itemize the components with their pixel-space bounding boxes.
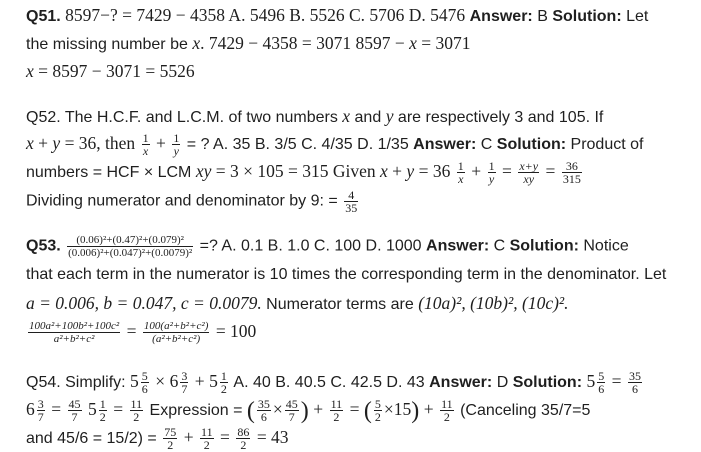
q51-answer: B [537,8,548,25]
q54-line-2: 6 $\frac{3}{7}$ = $\frac{45}{7}$ 5 $\frac{1}{2}$ = $\frac{11}{2}$ Expression = ( $\frac{35}{6}$ × $\frac{45}{7}$ ) + $\frac{11}{2}$ = ( $\frac{5}{2}$ ×15) + $\frac{11}{2}$ (Canceling 35/7=5 [26,397,591,425]
q52-line-3: numbers = HCF × LCM xy = 3 × 105 = 315 Given x + y = 36 $\frac{1}{x}$ + $\frac{1}{y}$ = $\frac{x+y}{xy}$ = $\frac{36}{315}$ [26,159,581,187]
q53-line-2: that each term in the numerator is 10 times the corresponding term in the denominator. Let [26,266,667,283]
q54-answer: D [496,374,509,391]
q52-line-4: Dividing numerator and denominator by 9: = $\frac{4}{35}$ [26,188,358,215]
q54-line-1: Q54. Simplify: 5 $\frac{5}{6}$ × 6 $\frac{3}{7}$ + 5 $\frac{1}{2}$ A. 40 B. 40.5 C. 42.5 D. 43 Answer: D Solution: 5 $\frac{5}{6}$ = $\frac{35}{6}$ [26,369,641,397]
q52-answer: C [480,136,493,153]
q54-line-3: and 45/6 = 15/2) = $\frac{75}{2}$ + $\frac{11}{2}$ = $\frac{86}{2}$ = 43 [26,425,289,452]
q52-line-2: x + y = 36, then $\frac{1}{x}$ + $\frac{1}{y}$ = ? A. 35 B. 3/5 C. 4/35 D. 1/35 Answer: C Solution: Product of [26,131,644,159]
q53-fraction: $\frac{\text{(0.06)²+(0.47)²+(0.079)²}}{\text{(0.006)²+(0.047)²+(0.0079)²}}$ [68,234,193,259]
q51-line-1: Q51. 8597−? = 7429 − 4358 A. 5496 B. 5526 C. 5706 D. 5476 Answer: B Solution: Let [26,5,649,25]
q53-line-3: a = 0.006, b = 0.047, c = 0.0079. Numerator terms are (10a)², (10b)², (10c)². [26,293,569,313]
q53-answer: C [493,237,506,255]
frac-1-over-y: $\frac{1}{y}$ [173,131,180,159]
frac-1-over-x: $\frac{1}{x}$ [142,131,149,159]
q51-label: Q51. [26,8,61,25]
q51-line-3: x = 8597 − 3071 = 5526 [26,61,195,81]
q53-line-1: Q53. $\frac{\text{(0.06)²+(0.47)²+(0.079)²}}{\text{(0.006)²+(0.047)²+(0.0079)²}}$ =? A. 0.1 B. 1.0 C. 100 D. 1000 Answer: C Solution: Notice [26,234,629,259]
q53-line-4: $\frac{\text{100a²+100b²+100c²}}{\text{a²+b²+c²}}$ = $\frac{\text{100(a²+b²+c²)}}{\text{(a²+b²+c²)}}$ = 100 [29,320,257,346]
q52-line-1: Q52. The H.C.F. and L.C.M. of two numbers x and y are respectively 3 and 105. If [26,106,604,126]
q51-line-2: the missing number be x. 7429 − 4358 = 3071 8597 − x = 3071 [26,33,471,53]
